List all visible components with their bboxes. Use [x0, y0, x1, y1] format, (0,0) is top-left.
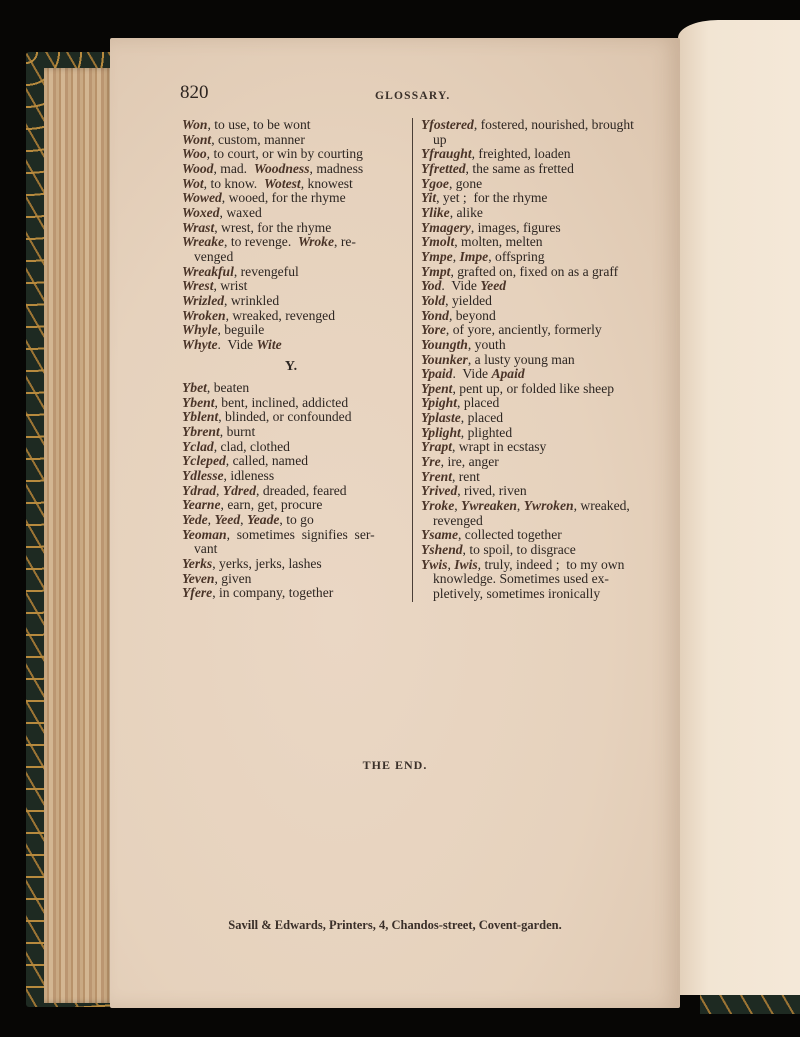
- headword: Ybent: [182, 394, 215, 410]
- glossary-entry: [421, 177, 641, 192]
- definition: , custom, manner: [211, 131, 305, 147]
- headword: Wowed: [182, 190, 222, 206]
- glossary-entry: [421, 279, 641, 294]
- definition: ,: [452, 248, 460, 264]
- glossary-entry: [421, 543, 641, 558]
- definition: , a lusty young man: [467, 351, 575, 367]
- glossary-entry: [182, 484, 400, 499]
- headword: Wreake: [182, 234, 225, 250]
- page-number: 820: [180, 82, 209, 103]
- headword: Apaid: [491, 366, 525, 382]
- definition: . Vide: [441, 278, 481, 294]
- headword: Yfostered: [421, 117, 474, 132]
- glossary-entry: [421, 382, 641, 397]
- the-end-text: THE END.: [362, 758, 428, 772]
- glossary-entry: [421, 221, 641, 236]
- definition: , placed: [457, 395, 500, 411]
- glossary-entry: [182, 396, 400, 411]
- headword: Ycleped: [182, 453, 226, 469]
- definition: , knowest: [300, 175, 353, 191]
- definition: , to spoil, to disgrace: [462, 542, 576, 558]
- headword: Yeoman: [182, 526, 227, 542]
- definition: , truly, indeed ; to my own: [477, 556, 625, 572]
- headword: Wrizled: [182, 292, 225, 308]
- definition: , pent up, or folded like sheep: [452, 380, 615, 396]
- headword: Ypaid: [421, 366, 453, 382]
- headword: Ylike: [421, 204, 450, 220]
- headword: Ywroken: [523, 498, 574, 514]
- definition: , wrist: [213, 278, 248, 294]
- glossary-entry: [421, 528, 641, 543]
- definition: , molten, melten: [454, 234, 543, 250]
- glossary-entry: [182, 323, 400, 338]
- headword: Wite: [256, 336, 282, 352]
- headword: Ymolt: [421, 234, 455, 250]
- page-header: [180, 82, 650, 106]
- glossary-entry: [182, 235, 400, 250]
- glossary-entry: [182, 381, 400, 396]
- glossary-entry: [182, 440, 400, 455]
- headword: Yshend: [421, 542, 463, 558]
- definition: , fostered, nourished, brought: [473, 117, 634, 132]
- entry-continuation: knowledge. Sometimes used ex-: [433, 571, 609, 587]
- glossary-entry: [421, 499, 641, 514]
- definition: , bent, inclined, addicted: [214, 394, 349, 410]
- definition: ,: [215, 482, 223, 498]
- definition: , to use, to be wont: [207, 117, 311, 132]
- glossary-entry: [182, 513, 400, 528]
- definition: , rived, riven: [457, 483, 527, 499]
- headword: Yold: [421, 292, 446, 308]
- headword: Ympt: [421, 263, 451, 279]
- headword: Yond: [421, 307, 449, 323]
- definition: , sometimes signifies ser-: [226, 526, 375, 542]
- headword: Yfretted: [421, 160, 466, 176]
- headword: Youngth: [421, 336, 468, 352]
- definition: , ire, anger: [440, 454, 499, 470]
- glossary-entry: [421, 323, 641, 338]
- glossary-entry: [421, 309, 641, 324]
- glossary-entry: [182, 147, 400, 162]
- glossary-entry: [182, 265, 400, 280]
- headword: Yroke: [421, 498, 455, 514]
- definition: , plighted: [460, 424, 513, 440]
- definition: , yerks, jerks, lashes: [212, 556, 322, 572]
- glossary-entry: [421, 440, 641, 455]
- headword: Yrent: [421, 468, 452, 484]
- headword: Yfraught: [421, 146, 472, 162]
- glossary-entry: [421, 265, 641, 280]
- running-title: GLOSSARY.: [375, 90, 451, 102]
- glossary-entry: [421, 470, 641, 485]
- glossary-entry: [421, 191, 641, 206]
- entry-continuation: venged: [194, 248, 234, 264]
- page-edges: [44, 68, 114, 1003]
- glossary-entry: [182, 133, 400, 148]
- glossary-entry: [421, 118, 641, 133]
- glossary-entry: [421, 235, 641, 250]
- definition: , madness: [309, 160, 364, 176]
- definition: , called, named: [225, 453, 309, 469]
- definition: ,: [454, 498, 462, 514]
- headword: Yre: [421, 454, 441, 470]
- definition: , grafted on, fixed on as a graff: [450, 263, 619, 279]
- glossary-entry: [182, 572, 400, 587]
- printer-imprint: Savill & Edwards, Printers, 4, Chandos-street, Covent-garden.: [228, 918, 562, 932]
- facing-blank-page: [678, 20, 800, 995]
- headword: Yblent: [182, 409, 219, 425]
- definition: , rent: [451, 468, 480, 484]
- definition: , to court, or win by courting: [206, 146, 363, 162]
- glossary-entry: [182, 498, 400, 513]
- definition: , gone: [448, 175, 483, 191]
- definition: , freighted, loaden: [471, 146, 571, 162]
- definition: , blinded, or confounded: [218, 409, 352, 425]
- glossary-column-left: [182, 118, 400, 601]
- definition: , re-: [334, 234, 356, 250]
- glossary-entry: [182, 118, 400, 133]
- definition: , wooed, for the rhyme: [221, 190, 346, 206]
- glossary-entry: [421, 455, 641, 470]
- headword: Wotest: [263, 175, 301, 191]
- definition: ,: [240, 512, 247, 528]
- glossary-column-right: [421, 118, 641, 602]
- column-divider: [412, 118, 413, 602]
- headword: Yede: [182, 512, 208, 528]
- definition: , to revenge.: [224, 234, 299, 250]
- definition: , to go: [279, 512, 314, 528]
- headword: Ysame: [421, 527, 458, 543]
- glossary-entry: [182, 454, 400, 469]
- headword: Yeed: [480, 278, 507, 294]
- headword: Yeed: [214, 512, 241, 528]
- headword: Wont: [182, 131, 212, 147]
- headword: Younker: [421, 351, 468, 367]
- headword: Yeven: [182, 570, 215, 586]
- headword: Wroken: [182, 307, 226, 323]
- glossary-entry: [421, 294, 641, 309]
- headword: Yrapt: [421, 439, 452, 455]
- glossary-entry: [421, 250, 641, 265]
- definition: , idleness: [223, 468, 275, 484]
- definition: , burnt: [219, 424, 256, 440]
- headword: Ygoe: [421, 175, 449, 191]
- definition: , placed: [460, 410, 504, 426]
- glossary-entry: [182, 191, 400, 206]
- glossary-entry: [421, 353, 641, 368]
- headword: Ypent: [421, 380, 453, 396]
- definition: . Vide: [217, 336, 257, 352]
- headword: Impe: [459, 248, 489, 264]
- definition: , waxed: [219, 204, 262, 220]
- headword: Yearne: [182, 497, 221, 513]
- glossary-entry: [182, 528, 400, 543]
- headword: Iwis: [454, 556, 478, 572]
- definition: , beguile: [217, 322, 265, 338]
- definition: , wreaked,: [573, 498, 630, 514]
- definition: , offspring: [488, 248, 545, 264]
- entry-continuation: vant: [194, 541, 218, 557]
- glossary-entry: [182, 425, 400, 440]
- book-page: [110, 38, 680, 1008]
- headword: Yod: [421, 278, 442, 294]
- headword: Wrast: [182, 219, 215, 235]
- headword: Ypight: [421, 395, 458, 411]
- definition: . Vide: [452, 366, 492, 382]
- glossary-entry: [421, 162, 641, 177]
- glossary-entry: [421, 338, 641, 353]
- definition: , to know.: [203, 175, 264, 191]
- headword: Ymagery: [421, 219, 471, 235]
- glossary-entry: [421, 206, 641, 221]
- headword: Woodness: [253, 160, 310, 176]
- glossary-entry: [182, 410, 400, 425]
- definition: , wrinkled: [224, 292, 280, 308]
- headword: Woxed: [182, 204, 220, 220]
- glossary-entry: [182, 338, 400, 353]
- headword: Yclad: [182, 438, 214, 454]
- definition: , revengeful: [233, 263, 299, 279]
- glossary-entry: [421, 484, 641, 499]
- headword: Wrest: [182, 278, 214, 294]
- glossary-entry: [182, 279, 400, 294]
- headword: Wood: [182, 160, 214, 176]
- definition: , collected together: [458, 527, 562, 543]
- headword: Whyte: [182, 336, 218, 352]
- glossary-entry: [421, 558, 641, 573]
- headword: Yfere: [182, 585, 213, 601]
- definition: , the same as fretted: [465, 160, 574, 176]
- definition: , of yore, anciently, formerly: [445, 322, 602, 338]
- definition: , given: [214, 570, 252, 586]
- entry-continuation: revenged: [433, 512, 483, 528]
- headword: Wot: [182, 175, 204, 191]
- definition: , yet ; for the rhyme: [436, 190, 548, 206]
- entry-continuation: up: [433, 131, 447, 147]
- definition: , youth: [467, 336, 506, 352]
- glossary-entry: [182, 309, 400, 324]
- headword: Yplaste: [421, 410, 461, 426]
- headword: Yit: [421, 190, 437, 206]
- headword: Ywreaken: [461, 498, 517, 514]
- headword: Whyle: [182, 322, 218, 338]
- headword: Won: [182, 117, 208, 132]
- headword: Ybrent: [182, 424, 220, 440]
- headword: Yerks: [182, 556, 213, 572]
- glossary-entry: [421, 147, 641, 162]
- headword: Wroke: [298, 234, 335, 250]
- glossary-entry: [182, 177, 400, 192]
- headword: Ydlesse: [182, 468, 224, 484]
- glossary-entry: [182, 469, 400, 484]
- definition: ,: [516, 498, 524, 514]
- headword: Yrived: [421, 483, 458, 499]
- definition: , alike: [449, 204, 483, 220]
- definition: , beyond: [448, 307, 496, 323]
- headword: Woo: [182, 146, 207, 162]
- headword: Yeade: [246, 512, 280, 528]
- definition: , clad, clothed: [213, 438, 290, 454]
- glossary-entry: [182, 294, 400, 309]
- glossary-entry: [421, 411, 641, 426]
- headword: Yplight: [421, 424, 461, 440]
- headword: Ydred: [222, 482, 257, 498]
- definition: ,: [207, 512, 215, 528]
- glossary-entry: [421, 426, 641, 441]
- headword: Ybet: [182, 380, 207, 396]
- definition: , images, figures: [470, 219, 561, 235]
- glossary-entry: [182, 557, 400, 572]
- definition: , beaten: [206, 380, 250, 396]
- glossary-entry: [182, 206, 400, 221]
- definition: , in company, together: [212, 585, 334, 601]
- definition: ,: [447, 556, 455, 572]
- definition: , mad.: [213, 160, 254, 176]
- glossary-entry: [182, 221, 400, 236]
- definition: , wrapt in ecstasy: [451, 439, 547, 455]
- headword: Yore: [421, 322, 446, 338]
- definition: , yielded: [445, 292, 492, 308]
- definition: , earn, get, procure: [220, 497, 323, 513]
- glossary-entry: [182, 162, 400, 177]
- entry-continuation: pletively, sometimes ironically: [433, 586, 601, 601]
- glossary-entry: [421, 396, 641, 411]
- glossary-entry: [182, 586, 400, 601]
- definition: , wrest, for the rhyme: [214, 219, 332, 235]
- definition: , wreaked, revenged: [225, 307, 336, 323]
- section-letter: Y.: [284, 358, 298, 374]
- definition: , dreaded, feared: [256, 482, 347, 498]
- headword: Ywis: [421, 556, 448, 572]
- glossary-entry: [421, 367, 641, 382]
- headword: Wreakful: [182, 263, 234, 279]
- headword: Ydrad: [182, 482, 216, 498]
- headword: Ympe: [421, 248, 453, 264]
